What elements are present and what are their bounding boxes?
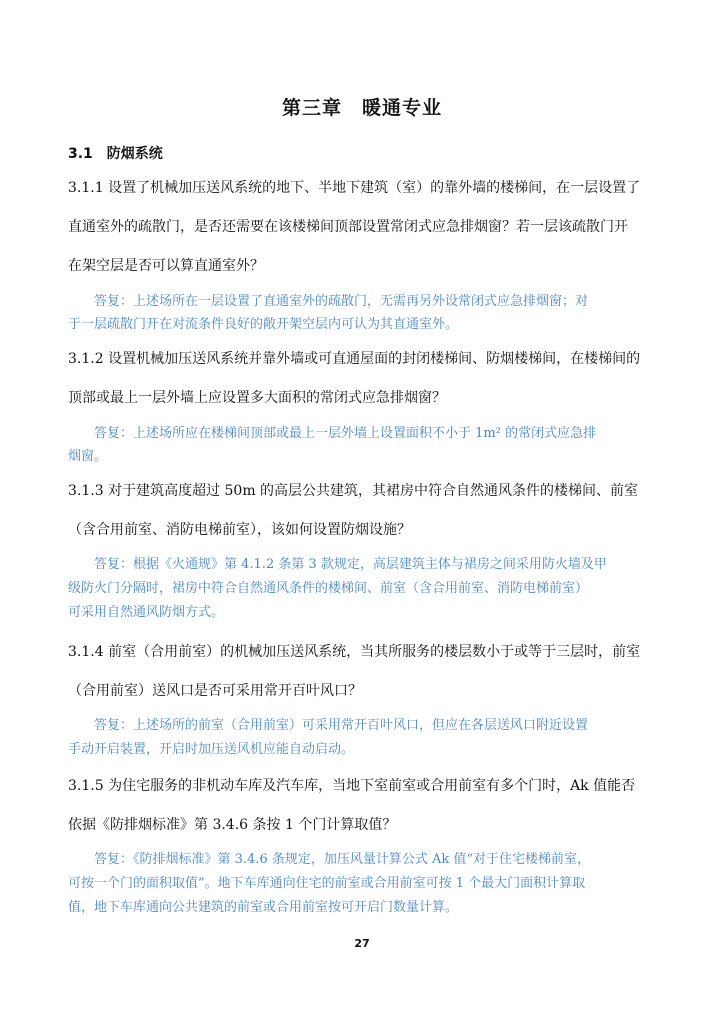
answer-3-1-1-line-2: 于一层疏散门开在对流条件良好的敞开架空层内可认为其直通室外。 [68,317,459,332]
answer-3-1-3-line-1: 答复：根据《火通规》第 4.1.2 条第 3 款规定，高层建筑主体与裙房之间采用防火墙及甲 [68,557,607,572]
chapter-title: 第三章 暖通专业 [281,97,442,119]
question-3-1-5-line-1: 3.1.5 为住宅服务的非机动车库及汽车库，当地下室前室或合用前室有多个门时，Ak 值能否 [68,778,636,794]
answer-3-1-5-line-2: 可按一个门的面积取值”。地下车库通向住宅的前室或合用前室可按 1 个最大门面积计算取 [68,876,586,891]
section-heading: 3.1 防烟系统 [68,146,163,162]
question-3-1-2-line-1: 3.1.2 设置机械加压送风系统并靠外墙或可直通屋面的封闭楼梯间、防烟楼梯间，在楼梯间的 [68,351,641,367]
answer-3-1-3-line-2: 级防火门分隔时，裙房中符合自然通风条件的楼梯间、前室（含合用前室、消防电梯前室） [68,581,589,596]
answer-3-1-2-line-1: 答复：上述场所应在楼梯间顶部或最上一层外墙上设置面积不小于 1m² 的常闭式应急排 [68,426,597,441]
question-3-1-2-line-2: 顶部或最上一层外墙上应设置多大面积的常闭式应急排烟窗？ [68,390,446,406]
answer-3-1-3-line-3: 可采用自然通风防烟方式。 [68,605,225,620]
question-3-1-1-line-2: 直通室外的疏散门，是否还需要在该楼梯间顶部设置常闭式应急排烟窗？若一层该疏散门开 [68,219,628,235]
answer-3-1-5-line-3: 值，地下车库通向公共建筑的前室或合用前室按可开启门数量计算。 [68,900,459,915]
answer-3-1-4-line-1: 答复：上述场所的前室（合用前室）可采用常开百叶风口，但应在各层送风口附近设置 [68,718,589,733]
page-number: 27 [354,937,370,950]
answer-3-1-2-line-2: 烟窗。 [68,449,108,464]
question-3-1-1-line-3: 在架空层是否可以算直通室外？ [68,258,264,274]
answer-3-1-4-line-2: 手动开启装置，开启时加压送风机应能自动启动。 [68,742,355,757]
question-3-1-4-line-1: 3.1.4 前室（合用前室）的机械加压送风系统，当其所服务的楼层数小于或等于三层时，前室 [68,644,641,660]
answer-3-1-1-line-1: 答复：上述场所在一层设置了直通室外的疏散门，无需再另外设常闭式应急排烟窗；对 [68,294,589,309]
question-3-1-3-line-2: （含合用前室、消防电梯前室），该如何设置防烟设施？ [68,522,411,538]
question-3-1-1-line-1: 3.1.1 设置了机械加压送风系统的地下、半地下建筑（室）的靠外墙的楼梯间，在一层设置了 [68,180,641,196]
question-3-1-3-line-1: 3.1.3 对于建筑高度超过 50m 的高层公共建筑，其裙房中符合自然通风条件的楼梯间、前室 [68,483,639,499]
answer-3-1-5-line-1: 答复：《防排烟标准》第 3.4.6 条规定，加压风量计算公式 Ak 值“对于住宅楼梯前室， [68,852,591,867]
question-3-1-4-line-2: （合用前室）送风口是否可采用常开百叶风口？ [68,683,362,699]
question-3-1-5-line-2: 依据《防排烟标准》第 3.4.6 条按 1 个门计算取值？ [68,817,397,833]
